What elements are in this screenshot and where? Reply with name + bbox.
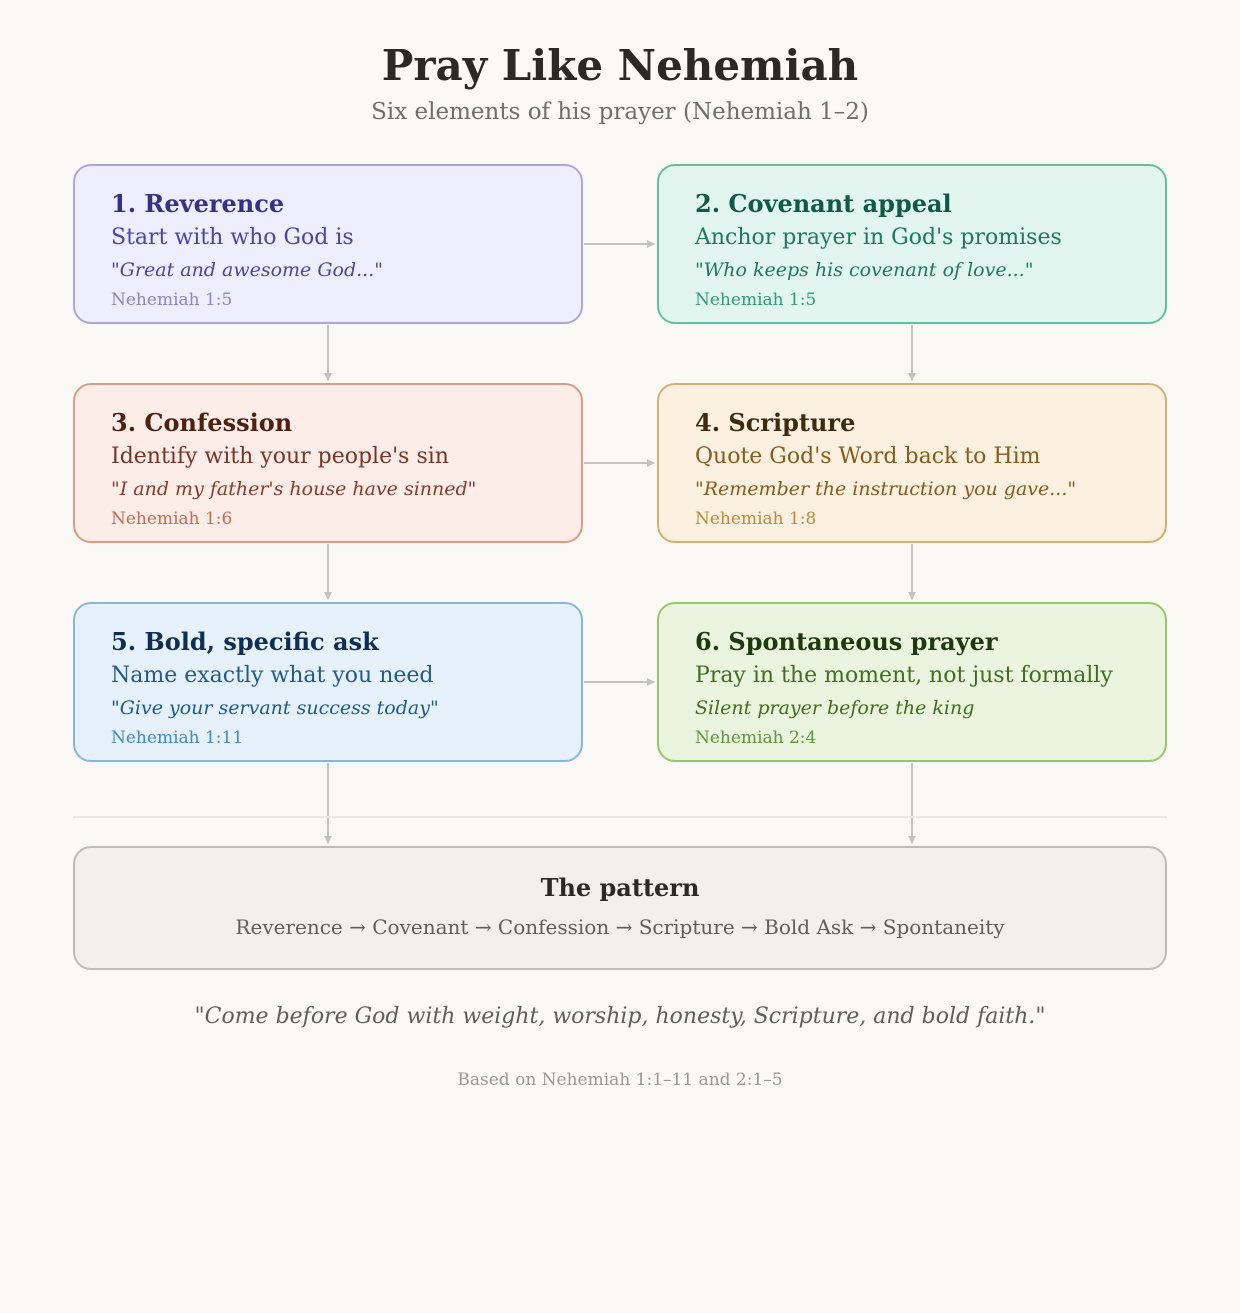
card-heading: 5. Bold, specific ask <box>111 627 379 656</box>
card-description: Pray in the moment, not just formally <box>695 663 1113 688</box>
card-heading: 6. Spontaneous prayer <box>695 627 998 656</box>
card-heading: 4. Scripture <box>695 408 856 437</box>
card-bold-specific-ask <box>73 602 583 762</box>
page-title: Pray Like Nehemiah <box>381 41 859 90</box>
card-spontaneous-prayer <box>657 602 1167 762</box>
footer-note: Based on Nehemiah 1:1–11 and 2:1–5 <box>457 1070 783 1090</box>
closing-quote: "Come before God with weight, worship, honesty, Scripture, and bold faith." <box>194 1004 1046 1029</box>
card-heading: 1. Reverence <box>111 189 285 218</box>
card-reference: Nehemiah 1:8 <box>695 509 817 529</box>
card-heading: 2. Covenant appeal <box>695 189 952 218</box>
card-reference: Nehemiah 2:4 <box>695 728 817 748</box>
card-quote: "Give your servant success today" <box>111 697 439 719</box>
card-quote: "Great and awesome God..." <box>111 259 383 281</box>
card-description: Anchor prayer in God's promises <box>695 225 1062 250</box>
card-description: Name exactly what you need <box>111 663 434 688</box>
card-description: Quote God's Word back to Him <box>695 444 1041 469</box>
card-reference: Nehemiah 1:5 <box>695 290 817 310</box>
card-reference: Nehemiah 1:5 <box>111 290 233 310</box>
card-quote: Silent prayer before the king <box>695 697 975 719</box>
pattern-title: The pattern <box>540 873 700 902</box>
card-quote: "Who keeps his covenant of love..." <box>695 259 1034 281</box>
card-covenant-appeal <box>657 164 1167 324</box>
card-heading: 3. Confession <box>111 408 293 437</box>
card-description: Identify with your people's sin <box>111 444 449 469</box>
card-reference: Nehemiah 1:11 <box>111 728 244 748</box>
card-description: Start with who God is <box>111 225 354 250</box>
page-subtitle: Six elements of his prayer (Nehemiah 1–2) <box>371 99 869 125</box>
card-reverence <box>73 164 583 324</box>
section-divider <box>73 816 1167 818</box>
card-confession <box>73 383 583 543</box>
card-reference: Nehemiah 1:6 <box>111 509 233 529</box>
card-quote: "Remember the instruction you gave..." <box>695 478 1077 500</box>
card-scripture <box>657 383 1167 543</box>
pattern-sequence: Reverence → Covenant → Confession → Scripture → Bold Ask → Spontaneity <box>235 915 1005 939</box>
card-quote: "I and my father's house have sinned" <box>111 478 477 500</box>
pattern-summary-box <box>73 846 1167 970</box>
